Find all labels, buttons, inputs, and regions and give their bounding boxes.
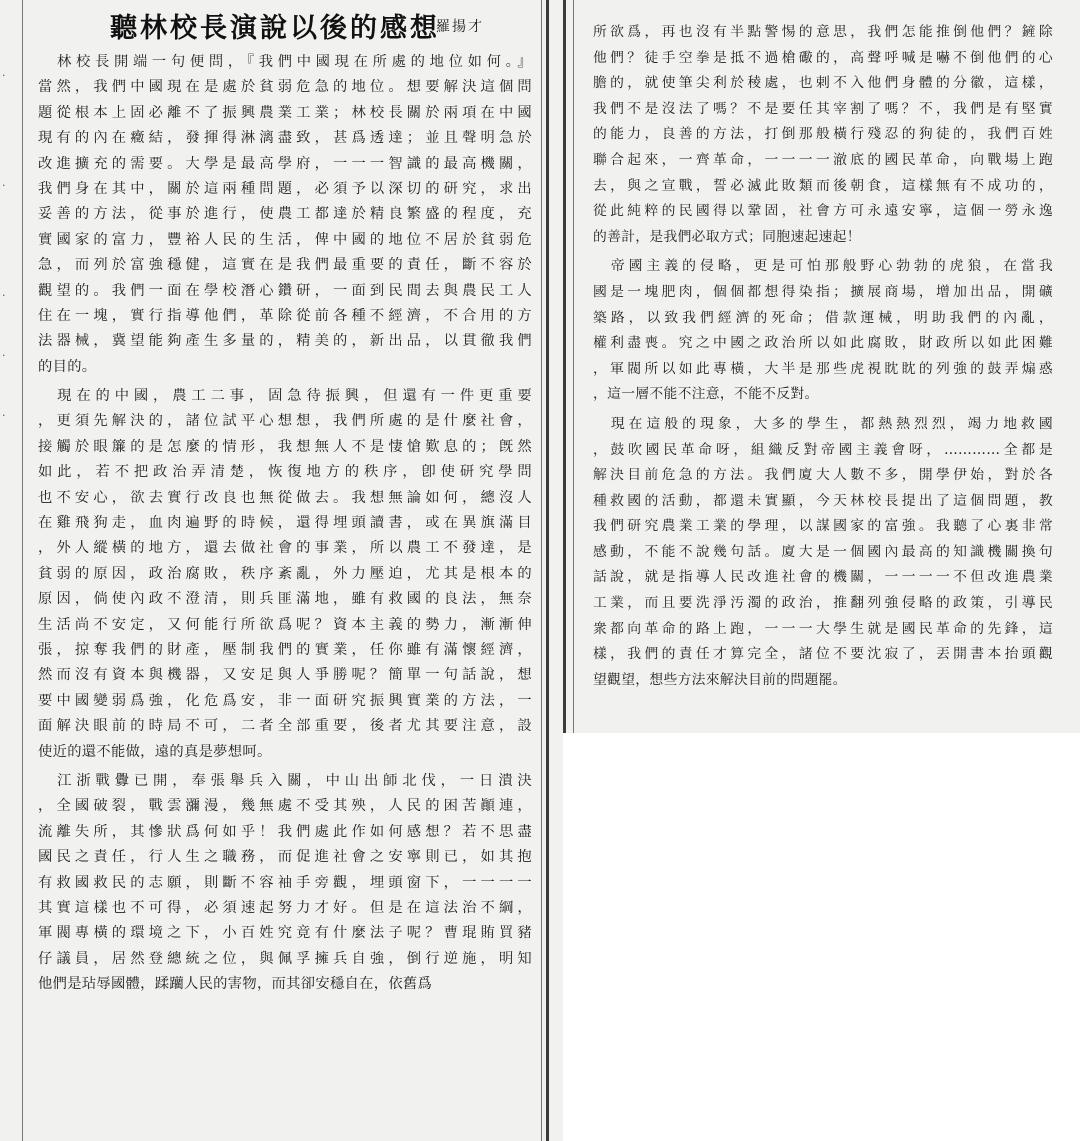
text-line: 法器械，冀望能夠產生多量的，精美的，新出品，以貫徹我們 [38,333,532,350]
text-line: 要中國變弱爲強，化危爲安，非一面研究振興實業的方法，一 [38,692,532,709]
text-line: 帝國主義的侵略，更是可怕那般野心勃勃的虎狼，在當我 [593,258,1053,275]
text-line: ，更須先解決的，諸位試平心想想，我們所處的是什麼社會， [38,413,532,430]
text-line: 現在的中國，農工二事，固急待振興，但還有一件更重要 [38,388,532,405]
text-line: 接觸於眼簾的是怎麼的情形，我想無人不是悽愴歎息的；旣然 [38,438,532,455]
text-line: 急，而列於富強穩健，這實在是我們最重要的責任，斷不容於 [38,257,532,274]
bleed-mark: · [2,69,6,82]
text-line: 現在這般的現象，大多的學生，都熱熱烈烈，竭力地救國 [593,415,1053,432]
text-line: 國是一塊肥肉，個個都想得染指；擴展商場，增加出品，開礦 [593,283,1053,300]
text-line: 衆都向革命的路上跑，一一一大學生就是國民革命的先鋒，這 [593,620,1053,637]
text-line: 使近的還不能做，遠的真是夢想呵。 [38,743,272,760]
article-byline: 羅揚才 [436,19,484,35]
text-line: 題從根本上固必離不了振興農業工業；林校長關於兩項在中國 [38,104,532,121]
text-line: 築路，以致我們經濟的死命；借款運械，明助我們的內亂， [593,309,1053,326]
bleed-mark: · [2,179,6,192]
text-line: 我們不是沒法了嗎？不是要任其宰割了嗎？不，我們是有堅實 [593,100,1053,117]
article-paragraph [38,769,532,998]
text-line: 的能力，良善的方法，打倒那般橫行殘忍的狗徒的，我們百姓 [593,126,1053,143]
text-line: 從此純粹的民國得以鞏固，社會方可永遠安寧，這個一勞永逸 [593,203,1053,220]
article-body [38,50,532,997]
newspaper-clipping-right [563,0,1080,733]
text-line: 聯合起來，一齊革命，一一一一澈底的國民革命，向戰場上跑 [593,151,1053,168]
text-line: ，這一層不能不注意，不能不反對。 [593,386,819,403]
text-line: 望觀望，想些方法來解決目前的問題罷。 [593,671,847,688]
text-line: 的善計，是我們必取方式；同胞速起速起！ [593,228,861,245]
text-line: 所欲爲，再也沒有半點警惕的意思，我們怎能推倒他們？鏟除 [593,24,1053,40]
text-line: 住在一塊，實行指導他們，革除從前各種不經濟，不合用的方 [38,307,532,324]
text-line: 原因，倘使內政不澄清，則兵匪滿地，雖有救國的良法，無奈 [38,591,532,608]
text-line: 工業，而且要洗淨汚濁的政治，推翻列強侵略的政策，引導民 [593,595,1053,612]
text-line: 的目的。 [38,358,97,375]
page-fold-line [546,0,549,1141]
text-line: 如此，若不把政治弄清楚，恢復地方的秩序，卽使研究學問 [38,464,532,481]
text-line: 觀望的。我們一面在學校潛心鑽研，一面到民間去與農民工人 [38,282,532,299]
text-line: 面解決眼前的時局不可，二者全部重要，後者尤其要注意，設 [38,718,532,735]
column-rule [541,0,542,1141]
text-line: 種救國的活動，都還未實顯，今天林校長提出了這個問題，教 [593,492,1053,509]
text-line: 他們？徒手空拳是抵不過槍礮的，高聲呼喊是嚇不倒他們的心 [593,49,1053,66]
text-line: ，全國破裂，戰雲瀰漫，幾無處不受其殃，人民的困苦顚連， [38,798,532,815]
text-line: 生活尚不安定，又何能行所欲爲呢？資本主義的勢力，漸漸伸 [38,616,532,633]
text-line: 在雞飛狗走，血肉遍野的時候，還得埋頭讀書，或在異旗滿目 [38,515,532,532]
text-line: 實國家的富力，豐裕人民的生活，俾中國的地位不居於貧弱危 [38,231,532,248]
text-line: 我們研究農業工業的學理，以謀國家的富強。我聽了心裏非常 [593,518,1053,535]
text-line: 他們是玷辱國體，蹂躪人民的害物，而其卻安穩自在，依舊爲 [38,976,433,993]
article-body [593,20,1053,693]
article-paragraph [593,412,1053,694]
text-line: 當然，我們中國現在是處於貧弱危急的地位。想要解決這個問 [38,79,532,96]
bleed-mark: · [2,289,6,302]
text-line: 張，掠奪我們的財產，壓制我們的實業，任你雖有滿懷經濟， [38,641,532,658]
article-title: 聽林校長演說以後的感想 [110,13,440,44]
column-rule [22,0,23,1141]
text-line: 流離失所，其慘狀爲何如乎！我們處此作如何感想？若不思盡 [38,823,532,840]
text-line: ，鼓吹國民革命呀，組織反對帝國主義會呀，…………全都是 [593,441,1053,458]
article-paragraph [593,254,1053,408]
text-line: 改進擴充的需要。大學是最高學府，一一一智識的最高機關， [38,155,532,172]
text-line: 樣，我們的責任才算完全，諸位不要沈寂了，丟開書本抬頭觀 [593,646,1053,663]
bleed-mark: · [2,349,6,362]
text-line: 軍閥專橫的環境之下，小百姓究竟有什麼法子呢？曹琨賄買豬 [38,925,532,942]
text-line: 其實這樣也不可得，必須速起努力才好。但是在這法治不綱， [38,899,532,916]
text-line: 貧弱的原因，政治腐敗，秩序紊亂，外力壓迫，尤其是根本的 [38,565,532,582]
text-line: ，軍閥所以如此專橫，大半是那些虎視眈眈的列強的鼓弄煽惑 [593,360,1053,377]
text-line: 妥善的方法，從事於進行，使農工都達於精良繁盛的程度，充 [38,206,532,223]
column-rule [573,0,574,733]
text-line: 話說，就是指導人民改進社會的機關，一一一一不但改進農業 [593,569,1053,586]
article-paragraph [38,50,532,380]
text-line: 林校長開端一句便問，『我們中國現在所處的地位如何。』 [38,54,532,70]
text-line: 也不安心，欲去實行改良也無從做去。我想無論如何，總沒人 [38,489,532,506]
text-line: 我們身在其中，關於這兩種問題，必須予以深切的研究，求出 [38,180,532,197]
article-paragraph [593,20,1053,250]
text-line: 現有的內在癥結，發揮得淋漓盡致，甚爲透達；並且聲明急於 [38,130,532,147]
text-line: 權利盡喪。究之中國之政治所以如此腐敗，財政所以如此困難 [593,335,1053,352]
text-line: ，外人縱橫的地方，還去做社會的事業，所以農工不發達，是 [38,540,532,557]
article-paragraph [38,384,532,765]
text-line: 然而沒有資本與機器，又安足與人爭勝呢？簡單一句話說，想 [38,667,532,684]
article-column-2 [593,20,1053,693]
text-line: 國民之責任，行人生之職務，而促進社會之安寧則已，如其抱 [38,849,532,866]
text-line: 有救國救民的志願，則斷不容袖手旁觀，埋頭窗下，一一一一 [38,874,532,891]
text-line: 感動，不能不說幾句話。廈大是一個國內最高的知識機關換句 [593,543,1053,560]
text-line: 膽的，就使筆尖利於稜處，也剌不入他們身體的分徽，這樣， [593,75,1053,92]
page-fold-line [563,0,566,733]
text-line: 江浙戰釁已開，奉張舉兵入關，中山出師北伐，一日潰決 [38,772,532,789]
text-line: 解決目前危急的方法。我們廈大人數不多，開學伊始，對於各 [593,467,1053,484]
article-header [38,10,532,50]
text-line: 仔議員，居然登總統之位，與佩孚擁兵自強，倒行逆施，明知 [38,950,532,967]
bleed-mark: · [2,409,6,422]
article-column-1 [38,10,532,997]
text-line: 去，與之宣戰，誓必滅此敗類而後朝食，這樣無有不成功的， [593,177,1053,194]
